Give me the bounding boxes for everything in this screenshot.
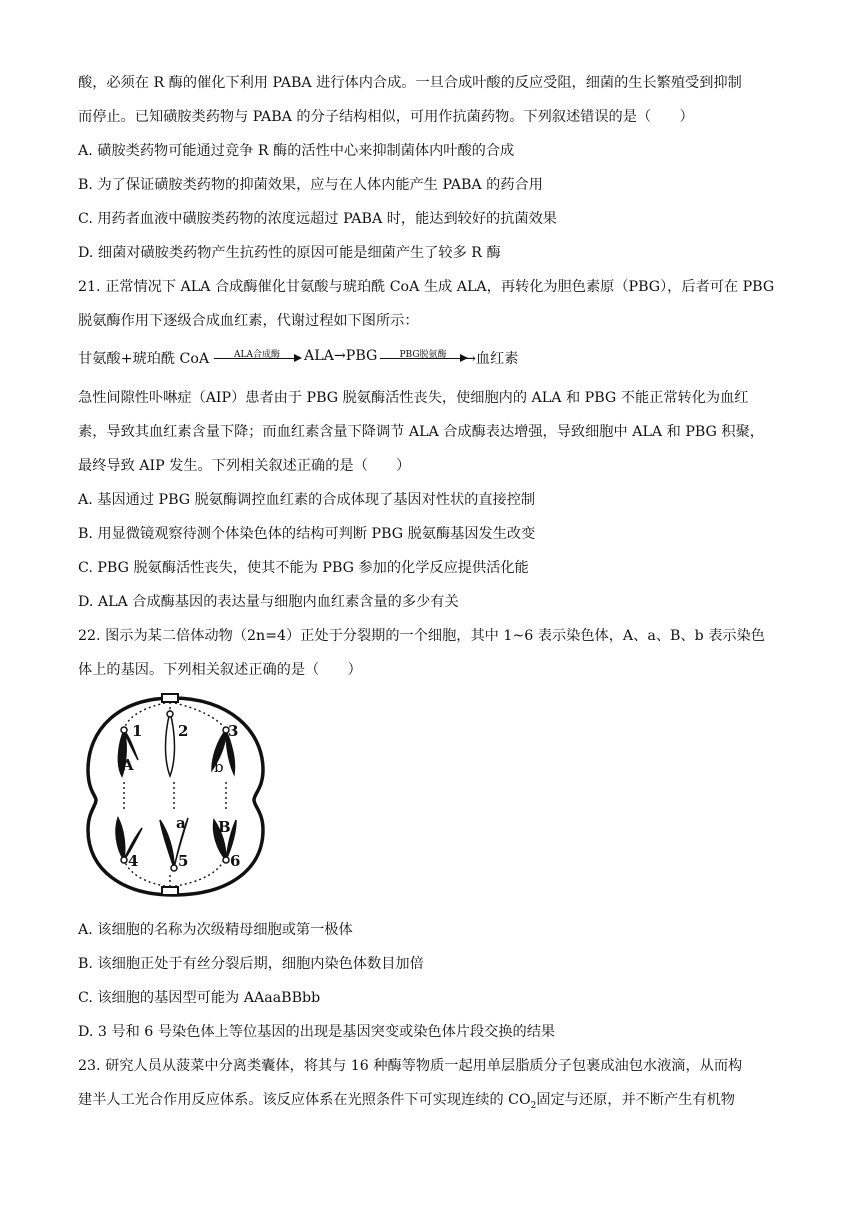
label-gene-B: B	[218, 818, 231, 836]
pathway-product: →血红素	[464, 351, 519, 367]
pathway-intermediate: ALA→PBG	[304, 348, 378, 364]
q22-option-c: C. 该细胞的基因型可能为 AAaaBBbb	[78, 990, 321, 1006]
chromosome-2	[166, 712, 175, 776]
q20-option-b: B. 为了保证磺胺类药物的抑菌效果，应与在人体内能产生 PABA 的药合用	[78, 177, 543, 193]
q21-option-c: C. PBG 脱氨酶活性丧失，使其不能为 PBG 参加的化学反应提供活化能	[78, 560, 529, 576]
label-gene-b: b	[214, 758, 224, 776]
chromosome-4	[116, 818, 125, 860]
enzyme-label-ala-synthase: ALA合成酶	[234, 350, 280, 360]
enzyme-label-pbg-deaminase: PBG脱氨酶	[399, 350, 447, 360]
q20-option-c: C. 用药者血液中磺胺类药物的浓度远超过 PABA 时，能达到较好的抗菌效果	[78, 211, 557, 227]
q23-line2-pre: 建半人工光合作用反应体系。该反应体系在光照条件下可实现连续的 CO	[78, 1092, 531, 1108]
label-chromosome-2: 2	[178, 722, 189, 740]
cell-division-figure	[78, 690, 288, 905]
metabolic-pathway	[78, 346, 638, 370]
q22-option-b: B. 该细胞正处于有丝分裂后期，细胞内染色体数目加倍	[78, 956, 424, 972]
cell-diagram	[78, 690, 288, 905]
q21-stem-line-5: 最终导致 AIP 发生。下列相关叙述正确的是（ ）	[78, 458, 411, 474]
pathway-arrow-2	[380, 350, 466, 360]
q23-stem-line-1: 23. 研究人员从菠菜中分离类囊体，将其与 16 种酶等物质一起用单层脂质分子包裹成油包水液滴，从而构	[78, 1058, 743, 1074]
q21-option-b: B. 用显微镜观察待测个体染色体的结构可判断 PBG 脱氨酶基因发生改变	[78, 526, 536, 542]
q22-option-a: A. 该细胞的名称为次级精母细胞或第一极体	[78, 922, 353, 938]
label-chromosome-3: 3	[228, 722, 239, 740]
label-chromosome-4: 4	[128, 852, 139, 870]
q23-line2-post: 固定与还原，并不断产生有机物	[536, 1092, 735, 1108]
q21-stem-line-1: 21. 正常情况下 ALA 合成酶催化甘氨酸与琥珀酰 CoA 生成 ALA，再转化为胆色素原（PBG），后者可在 PBG	[78, 279, 775, 295]
q21-stem-line-4: 素，导致其血红素含量下降；而血红素含量下降调节 ALA 合成酶表达增强，导致细胞中 ALA 和 PBG 积聚，	[78, 424, 764, 440]
q20-option-d: D. 细菌对磺胺类药物产生抗药性的原因可能是细菌产生了较多 R 酶	[78, 245, 501, 261]
label-chromosome-1: 1	[132, 722, 143, 740]
q22-option-d: D. 3 号和 6 号染色体上等位基因的出现是基因突变或染色体片段交换的结果	[78, 1024, 556, 1040]
q20-stem-line-2: 而停止。已知磺胺类药物与 PABA 的分子结构相似，可用作抗菌药物。下列叙述错误的是（ ）	[78, 109, 694, 125]
q20-stem-line-1: 酸，必须在 R 酶的催化下利用 PABA 进行体内合成。一旦合成叶酸的反应受阻，细菌的生长繁殖受到抑制	[78, 75, 742, 91]
pathway-arrow-1	[214, 350, 300, 360]
label-gene-a: a	[176, 814, 186, 832]
chromosome-5	[160, 820, 174, 868]
q21-stem-line-2: 脱氨酶作用下逐级合成血红素，代谢过程如下图所示：	[78, 313, 419, 329]
label-chromosome-6: 6	[230, 852, 241, 870]
q21-stem-line-3: 急性间隙性卟啉症（AIP）患者由于 PBG 脱氨酶活性丧失，使细胞内的 ALA 和 PBG 不能正常转化为血红	[78, 390, 749, 406]
pathway-substrate: 甘氨酸+琥珀酰 CoA	[78, 351, 210, 367]
centrosome-bottom	[162, 887, 178, 895]
co2-subscript: 2	[530, 1100, 537, 1111]
q23-stem-line-2	[78, 1090, 788, 1116]
q21-option-d: D. ALA 合成酶基因的表达量与细胞内血红素含量的多少有关	[78, 594, 459, 610]
label-chromosome-5: 5	[178, 852, 189, 870]
centrosome-top	[162, 694, 178, 702]
label-gene-A: A	[122, 756, 134, 774]
q22-stem-line-1: 22. 图示为某二倍体动物（2n=4）正处于分裂期的一个细胞，其中 1~6 表示染色体，A、a、B、b 表示染色	[78, 628, 765, 644]
q21-option-a: A. 基因通过 PBG 脱氨酶调控血红素的合成体现了基因对性状的直接控制	[78, 492, 536, 508]
q22-stem-line-2: 体上的基因。下列相关叙述正确的是（ ）	[78, 662, 362, 678]
q20-option-a: A. 磺胺类药物可能通过竞争 R 酶的活性中心来抑制菌体内叶酸的合成	[78, 143, 515, 159]
